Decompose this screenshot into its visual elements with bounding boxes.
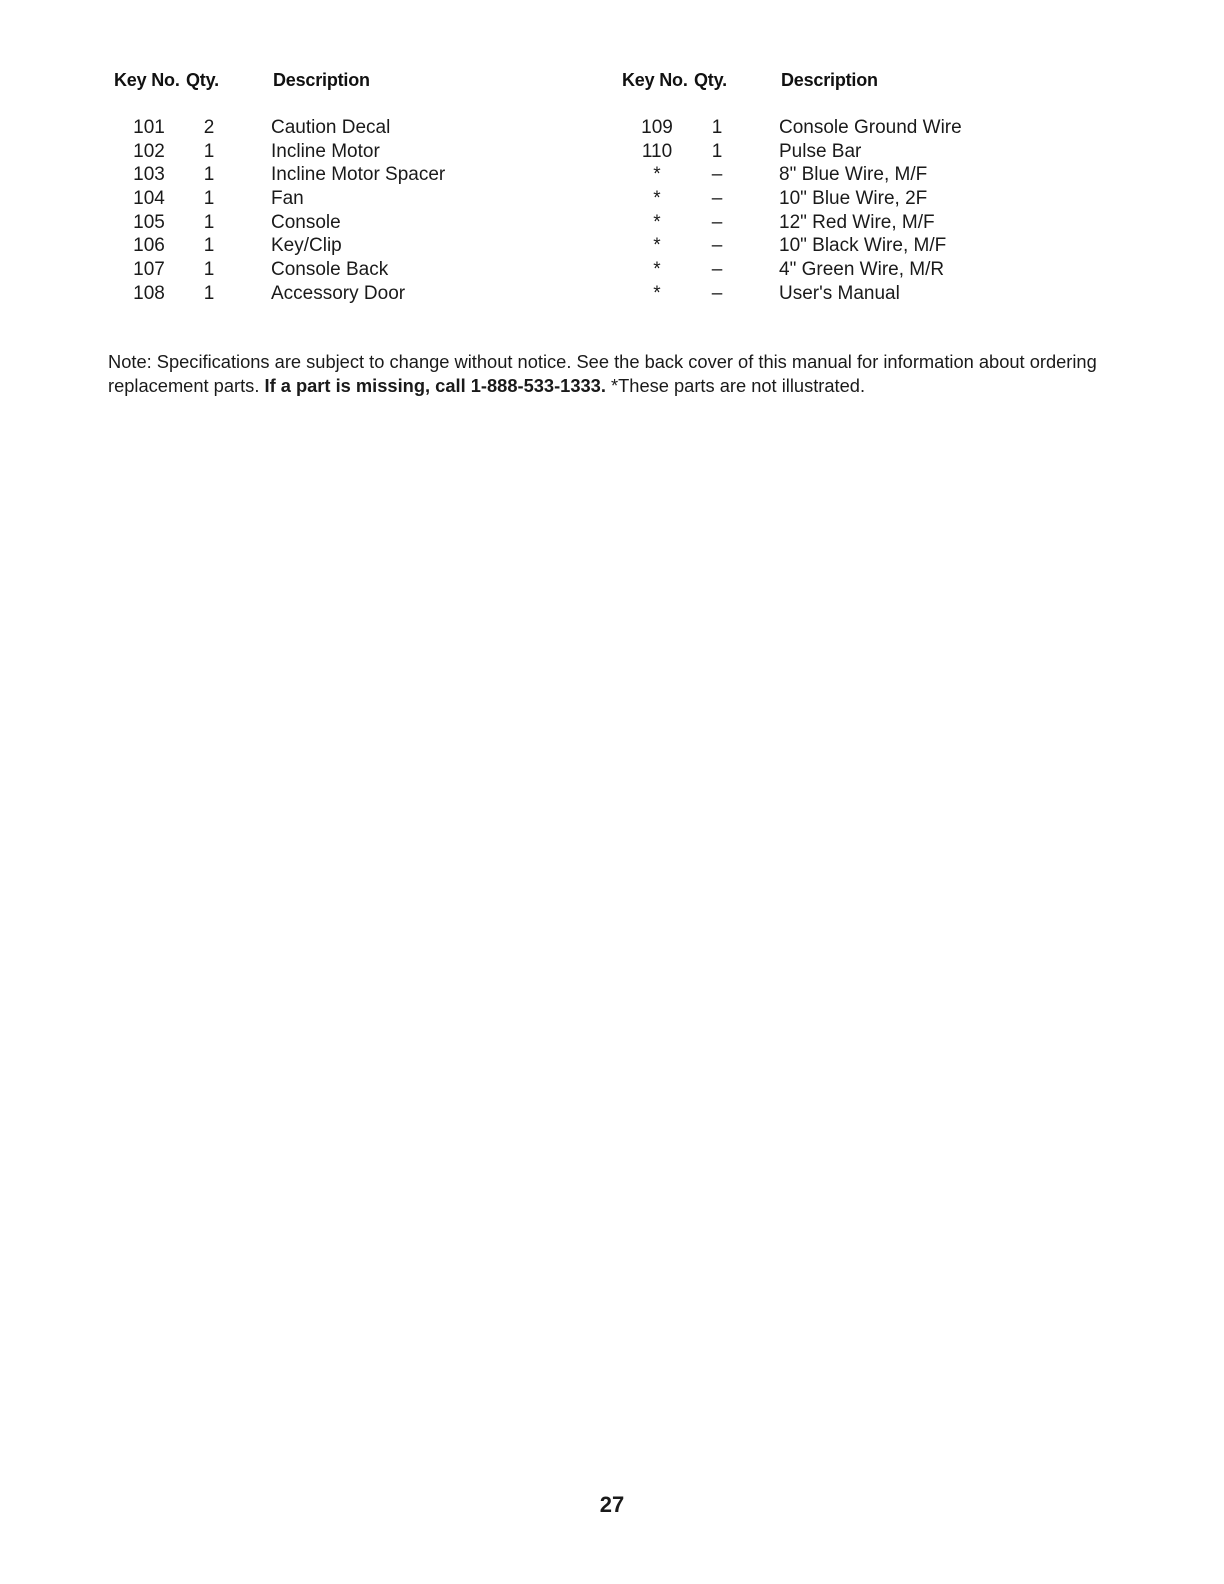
qty-cell: – [711,235,723,257]
qty-cell: – [711,211,723,233]
not-illustrated-note: *These parts are not illustrated. [605,374,866,396]
table-row [114,258,594,282]
table-row [622,258,1102,282]
description-cell: Incline Motor Spacer [271,164,446,186]
key-no-cell: 106 [133,235,165,257]
page-number: 27 [599,1492,625,1517]
header-qty: Qty. [186,70,219,91]
table-row [114,163,594,187]
key-no-cell: 108 [133,282,165,304]
table-row [114,234,594,258]
qty-cell: 1 [711,140,723,162]
description-cell: Caution Decal [271,117,391,138]
key-no-cell: 104 [133,188,165,210]
description-cell: Key/Clip [271,235,342,257]
key-no-cell: 107 [133,259,165,281]
key-no-cell: 110 [641,140,673,162]
header-qty: Qty. [694,70,727,91]
table-row [622,234,1102,258]
table-row [114,116,594,140]
table-row [114,187,594,211]
key-no-cell: * [653,188,661,210]
key-no-cell: 102 [133,140,165,162]
key-no-cell: * [653,211,661,233]
key-no-cell: 103 [133,164,165,186]
table-row [114,211,594,235]
parts-list-header [622,68,1102,94]
key-no-cell: * [653,259,661,281]
key-no-cell: * [653,164,661,186]
qty-cell: 1 [203,259,215,281]
header-key-no: Key No. [114,70,180,91]
qty-cell: 1 [711,117,723,138]
note-text: Note: Specifications are subject to change without notice. See the back cover of this manual for information about ordering replacement parts. [108,351,1097,396]
table-row [622,211,1102,235]
description-cell: Console Ground Wire [779,117,962,138]
table-row [622,282,1102,306]
description-cell: Fan [271,188,304,210]
description-cell: Console Back [271,259,389,281]
qty-cell: 1 [203,235,215,257]
qty-cell: – [711,282,723,304]
key-no-cell: 101 [133,117,165,138]
description-cell: Pulse Bar [779,140,862,162]
description-cell: Console [271,211,341,233]
key-no-cell: 109 [641,117,673,138]
table-row [622,163,1102,187]
parts-list-right [622,68,1102,306]
parts-list-header [114,68,594,94]
note-paragraph [108,350,1118,397]
key-no-cell: 105 [133,211,165,233]
qty-cell: 2 [203,117,215,138]
description-cell: Accessory Door [271,282,406,304]
qty-cell: 1 [203,188,215,210]
qty-cell: – [711,188,723,210]
qty-cell: 1 [203,211,215,233]
key-no-cell: * [653,235,661,257]
qty-cell: – [711,259,723,281]
key-no-cell: * [653,282,661,304]
qty-cell: – [711,164,723,186]
parts-list-left [114,68,594,306]
qty-cell: 1 [203,140,215,162]
header-key-no: Key No. [622,70,688,91]
qty-cell: 1 [203,282,215,304]
header-description: Description [781,70,878,91]
description-cell: 12" Red Wire, M/F [779,211,935,233]
description-cell: Incline Motor [271,140,380,162]
table-row [622,116,1102,140]
table-row [114,282,594,306]
missing-part-phone-notice: If a part is missing, call 1-888-533-1333. [264,374,606,396]
description-cell: 4" Green Wire, M/R [779,259,945,281]
description-cell: 10" Blue Wire, 2F [779,188,928,210]
qty-cell: 1 [203,164,215,186]
description-cell: 8" Blue Wire, M/F [779,164,928,186]
description-cell: User's Manual [779,282,900,304]
table-row [622,187,1102,211]
header-description: Description [273,70,370,91]
table-row [622,140,1102,164]
table-row [114,140,594,164]
description-cell: 10" Black Wire, M/F [779,235,947,257]
